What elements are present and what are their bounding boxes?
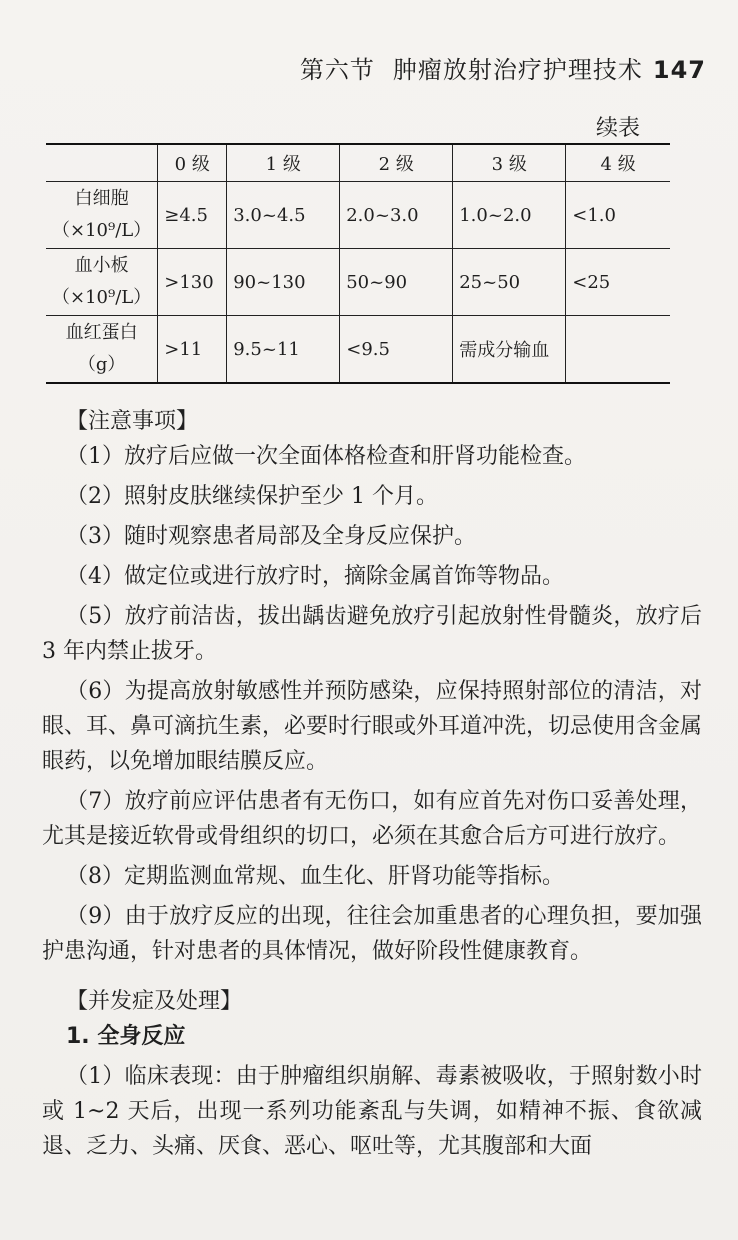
table-cell: 90~130 (227, 249, 340, 316)
header-cell: 0 级 (158, 144, 227, 182)
note-item: （8）定期监测血常规、血生化、肝肾功能等指标。 (66, 864, 564, 889)
header-cell: 2 级 (340, 144, 453, 182)
row-label: 血小板 （×10⁹/L） (46, 249, 158, 316)
table-cell: 2.0~3.0 (340, 182, 453, 249)
table-row (46, 182, 670, 249)
note-item: （9）由于放疗反应的出现，往往会加重患者的心理负担，要加强护患沟通，针对患者的具体情况，做好阶段性健康教育。 (42, 904, 702, 964)
table-header-row (46, 144, 670, 182)
header-cell: 4 级 (566, 144, 670, 182)
subheading-systemic-reaction: 1. 全身反应 (66, 1024, 186, 1049)
table-continued-label: 续表 (595, 116, 640, 141)
note-item: （7）放疗前应评估患者有无伤口，如有应首先对伤口妥善处理，尤其是接近软骨或骨组织的切口，必须在其愈合后方可进行放疗。 (42, 789, 702, 849)
note-item: （1）放疗后应做一次全面体格检查和肝肾功能检查。 (66, 444, 586, 469)
note-item: （4）做定位或进行放疗时，摘除金属首饰等物品。 (66, 564, 564, 589)
table-cell: 9.5~11 (227, 316, 340, 384)
running-header (300, 50, 706, 85)
table-cell (566, 316, 670, 384)
section-heading-complications: 【并发症及处理】 (66, 989, 243, 1014)
table-cell: <25 (566, 249, 670, 316)
table-cell: <1.0 (566, 182, 670, 249)
table-cell: 需成分输血 (453, 316, 566, 384)
grade-table (46, 143, 670, 384)
table-cell: >11 (158, 316, 227, 384)
header-cell (46, 144, 158, 182)
body-text (42, 404, 702, 1169)
header-cell: 1 级 (227, 144, 340, 182)
table-cell: 1.0~2.0 (453, 182, 566, 249)
complication-text: （1）临床表现：由于肿瘤组织崩解、毒素被吸收，于照射数小时或 1~2 天后，出现一系列功能紊乱与失调，如精神不振、食欲减退、乏力、头痛、厌食、恶心、呕吐等，尤其腹部和大面 (42, 1064, 702, 1159)
table-row (46, 249, 670, 316)
table-cell: ≥4.5 (158, 182, 227, 249)
note-item: （6）为提高放射敏感性并预防感染，应保持照射部位的清洁，对眼、耳、鼻可滴抗生素，必要时行眼或外耳道冲洗，切忌使用含金属眼药，以免增加眼结膜反应。 (42, 679, 703, 774)
note-item: （5）放疗前洁齿，拔出龋齿避免放疗引起放射性骨髓炎，放疗后 3 年内禁止拔牙。 (42, 604, 702, 664)
section-title: 肿瘤放射治疗护理技术 (392, 56, 643, 84)
section-heading-notes: 【注意事项】 (66, 409, 199, 434)
table-row (46, 316, 670, 384)
note-item: （2）照射皮肤继续保护至少 1 个月。 (66, 484, 438, 509)
header-cell: 3 级 (453, 144, 566, 182)
table-cell: 3.0~4.5 (227, 182, 340, 249)
note-item: （3）随时观察患者局部及全身反应保护。 (66, 524, 476, 549)
row-label: 白细胞 （×10⁹/L） (46, 182, 158, 249)
table-cell: 25~50 (453, 249, 566, 316)
table-cell: >130 (158, 249, 227, 316)
table-cell: <9.5 (340, 316, 453, 384)
table-cell: 50~90 (340, 249, 453, 316)
page-number: 147 (652, 56, 706, 84)
row-label: 血红蛋白 （g） (65, 322, 138, 375)
section-label: 第六节 (299, 56, 375, 84)
